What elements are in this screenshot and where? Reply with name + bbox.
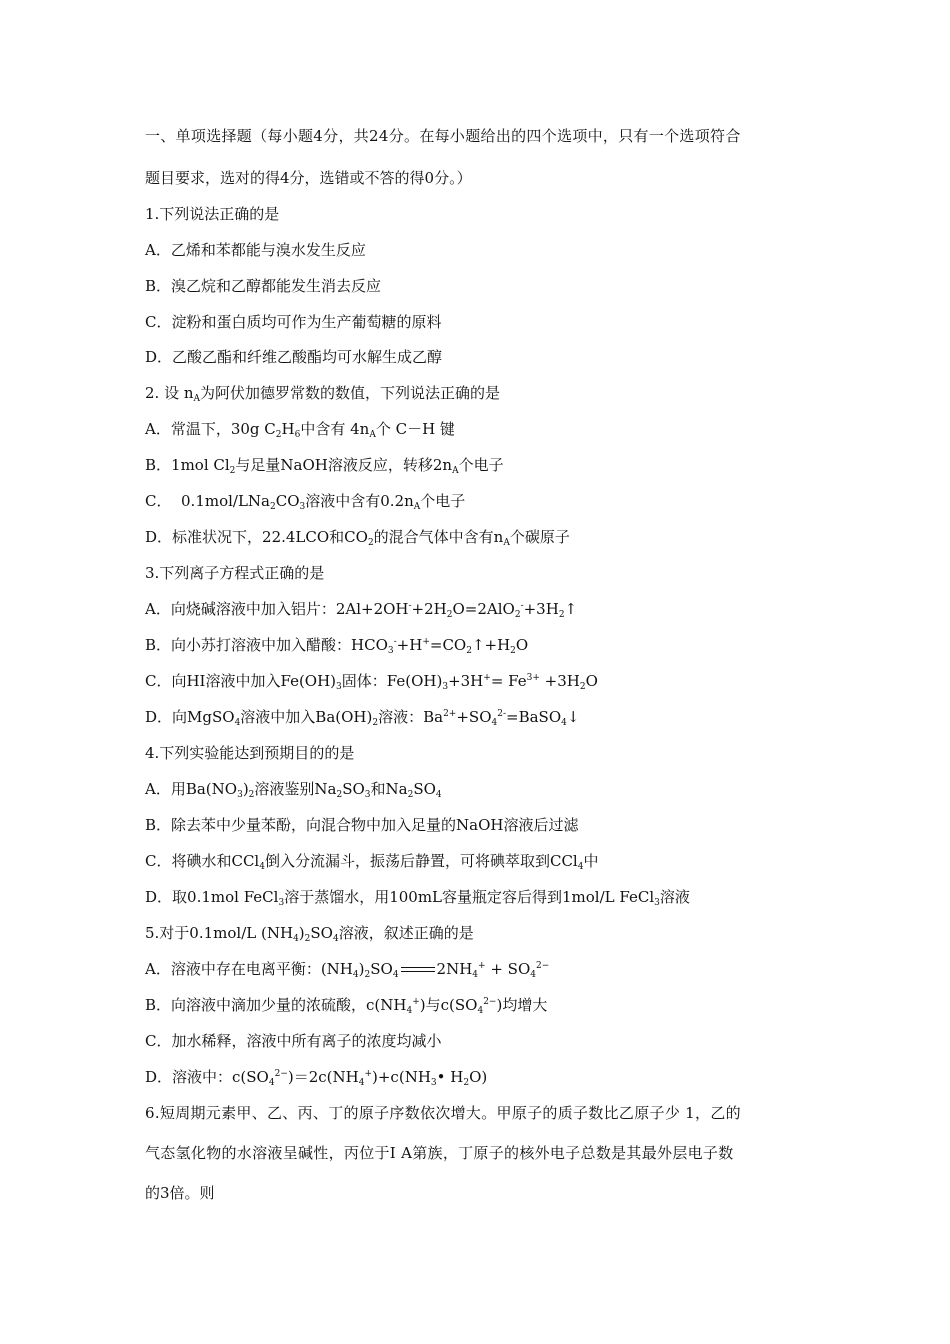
section-heading-line2: 题目要求，选对的得4分，选错或不答的得0分。） (145, 169, 472, 187)
q4-option-c: C．将碘水和CCl$_4$倒入分流漏斗，振荡后静置，可将碘萃取到CCl$_4$中 (145, 852, 599, 872)
q5-option-c: C．加水稀释，溶液中所有离子的浓度均减小 (145, 1032, 442, 1050)
q4-option-b: B．除去苯中少量苯酚，向混合物中加入足量的NaOH溶液后过滤 (145, 816, 579, 834)
q2-option-a: A．常温下，30g $C_2H_6$中含有 $4n_A$个 C－H 键 (145, 420, 455, 440)
q1-option-a: A．乙烯和苯都能与溴水发生反应 (145, 241, 366, 259)
q2-option-c: C． $0.1mol/LNa_2CO_3$溶液中含有$0.2n_A$个电子 (145, 492, 466, 512)
q2-stem: 2. 设 $n_A$为阿伏加德罗常数的数值，下列说法正确的是 (145, 384, 501, 404)
equilibrium-arrow-icon (401, 966, 435, 974)
q3-option-b: B．向小苏打溶液中加入醋酸：$HCO_3^-+H^+=CO_2↑+H_2O$ (145, 636, 529, 656)
q4-stem: 4.下列实验能达到预期目的的是 (145, 744, 355, 762)
q5-option-b: B．向溶液中滴加少量的浓硫酸，$c(NH_4^+)$与$c(SO_4^{2-})$均增大 (145, 996, 548, 1016)
q1-option-c: C．淀粉和蛋白质均可作为生产葡萄糖的原料 (145, 313, 442, 331)
q5-stem: 5.对于0.1mol/L $(NH_4)_2SO_4$溶液，叙述正确的是 (145, 924, 474, 944)
q6-line1: 6.短周期元素甲、乙、丙、丁的原子序数依次增大。甲原子的质子数比乙原子少 1，乙的 (145, 1104, 741, 1122)
q3-option-d: D．向MgSO$_4$溶液中加入$Ba(OH)_2$溶液：$Ba^{2+}+SO_4^{2-}=BaSO_4↓$ (145, 708, 580, 728)
q1-stem: 1.下列说法正确的是 (145, 205, 280, 223)
q3-option-a: A．向烧碱溶液中加入铝片：$2Al+2OH^-+2H_2O=2AlO_2^-+3H_2↑$ (145, 600, 578, 620)
q1-option-d: D．乙酸乙酯和纤维乙酸酯均可水解生成乙醇 (145, 348, 443, 366)
q6-line2: 气态氢化物的水溶液呈碱性，丙位于Ⅰ A第族，丁原子的核外电子总数是其最外层电子数 (145, 1144, 734, 1162)
q3-stem: 3.下列离子方程式正确的是 (145, 564, 325, 582)
q6-line3: 的3倍。则 (145, 1184, 215, 1202)
q2-option-d: D．标准状况下，22.4LCO和$CO_2$的混合气体中含有$n_A$个碳原子 (145, 528, 570, 548)
q4-option-a: A．用$Ba(NO_3)_2$溶液鉴别$Na_2SO_3$和$Na_2SO_4$ (145, 780, 442, 800)
q4-option-d: D．取0.1mol FeCl$_3$溶于蒸馏水，用100mL容量瓶定容后得到1mol/L FeCl$_3$溶液 (145, 888, 690, 908)
section-heading-line1: 一、单项选择题（每小题4分，共24分。在每小题给出的四个选项中，只有一个选项符合 (145, 127, 741, 145)
q2-option-b: B．1mol $Cl_2$与足量NaOH溶液反应，转移$2n_A$个电子 (145, 456, 504, 476)
q3-option-c: C．向HI溶液中加入$Fe(OH)_3$固体：$Fe(OH)_3+3H^+= Fe^{3+} +3H_2O$ (145, 672, 598, 692)
q5-option-d: D．溶液中：$c(SO_4^{2-})=2c(NH_4^+)+c(NH_3•$ $H_2O$) (145, 1068, 488, 1088)
q1-option-b: B．溴乙烷和乙醇都能发生消去反应 (145, 277, 382, 295)
q5-option-a: A．溶液中存在电离平衡：$(NH_4)_2SO_4$ $2NH_4^+ + SO_4^{2-}$ (145, 960, 550, 980)
